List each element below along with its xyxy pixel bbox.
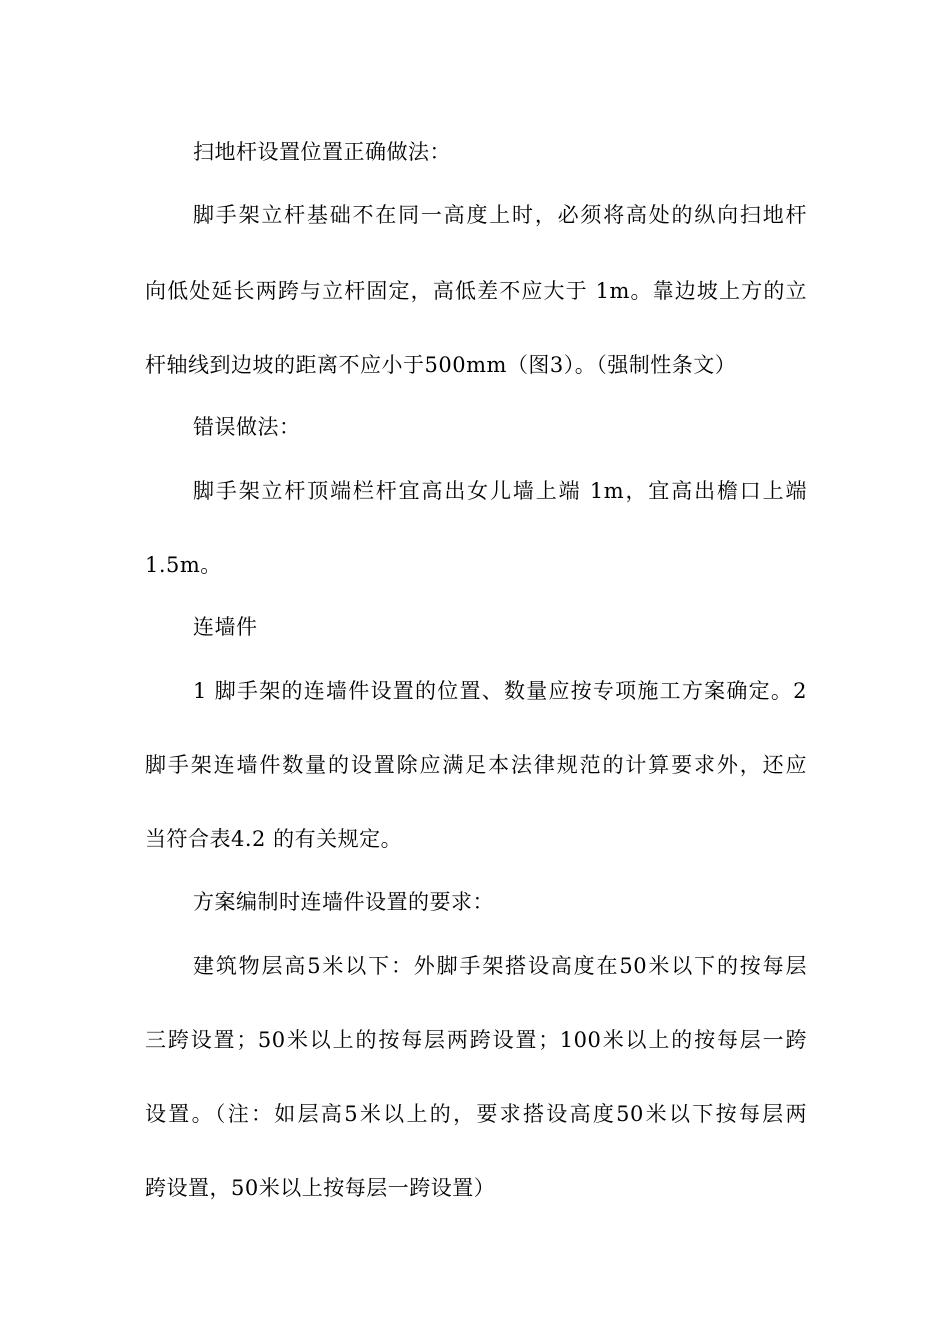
paragraph-line: 脚手架立杆顶端栏杆宜高出女儿墙上端 1m，宜高出檐口上端 xyxy=(193,479,807,503)
paragraph-line: 当符合表4.2 的有关规定。 xyxy=(145,827,403,851)
paragraph-line: 向低处延长两跨与立杆固定，高低差不应大于 1m。靠边坡上方的立 xyxy=(145,279,807,303)
paragraph-line: 三跨设置；50米以上的按每层两跨设置；100米以上的按每层一跨 xyxy=(145,1028,807,1052)
paragraph-heading-wrong-practice: 错误做法： xyxy=(193,415,301,439)
paragraph-heading-wall-ties: 连墙件 xyxy=(193,615,258,639)
paragraph-heading-plan-requirements: 方案编制时连墙件设置的要求： xyxy=(193,890,494,914)
paragraph-line: 1 脚手架的连墙件设置的位置、数量应按专项施工方案确定。2 xyxy=(193,679,807,703)
paragraph-line: 脚手架连墙件数量的设置除应满足本法律规范的计算要求外，还应 xyxy=(145,753,807,777)
paragraph-line: 跨设置，50米以上按每层一跨设置） xyxy=(145,1176,496,1200)
paragraph-line: 设置。（注：如层高5米以上的，要求搭设高度50米以下按每层两 xyxy=(145,1102,807,1126)
paragraph-line: 1.5m。 xyxy=(145,553,222,577)
paragraph-line: 建筑物层高5米以下：外脚手架搭设高度在50米以下的按每层 xyxy=(193,954,807,978)
paragraph-line: 杆轴线到边坡的距离不应小于500mm（图3）。（强制性条文） xyxy=(145,353,737,377)
paragraph-heading-sweep-pole: 扫地杆设置位置正确做法： xyxy=(193,140,451,164)
paragraph-line: 脚手架立杆基础不在同一高度上时，必须将高处的纵向扫地杆 xyxy=(193,203,807,227)
